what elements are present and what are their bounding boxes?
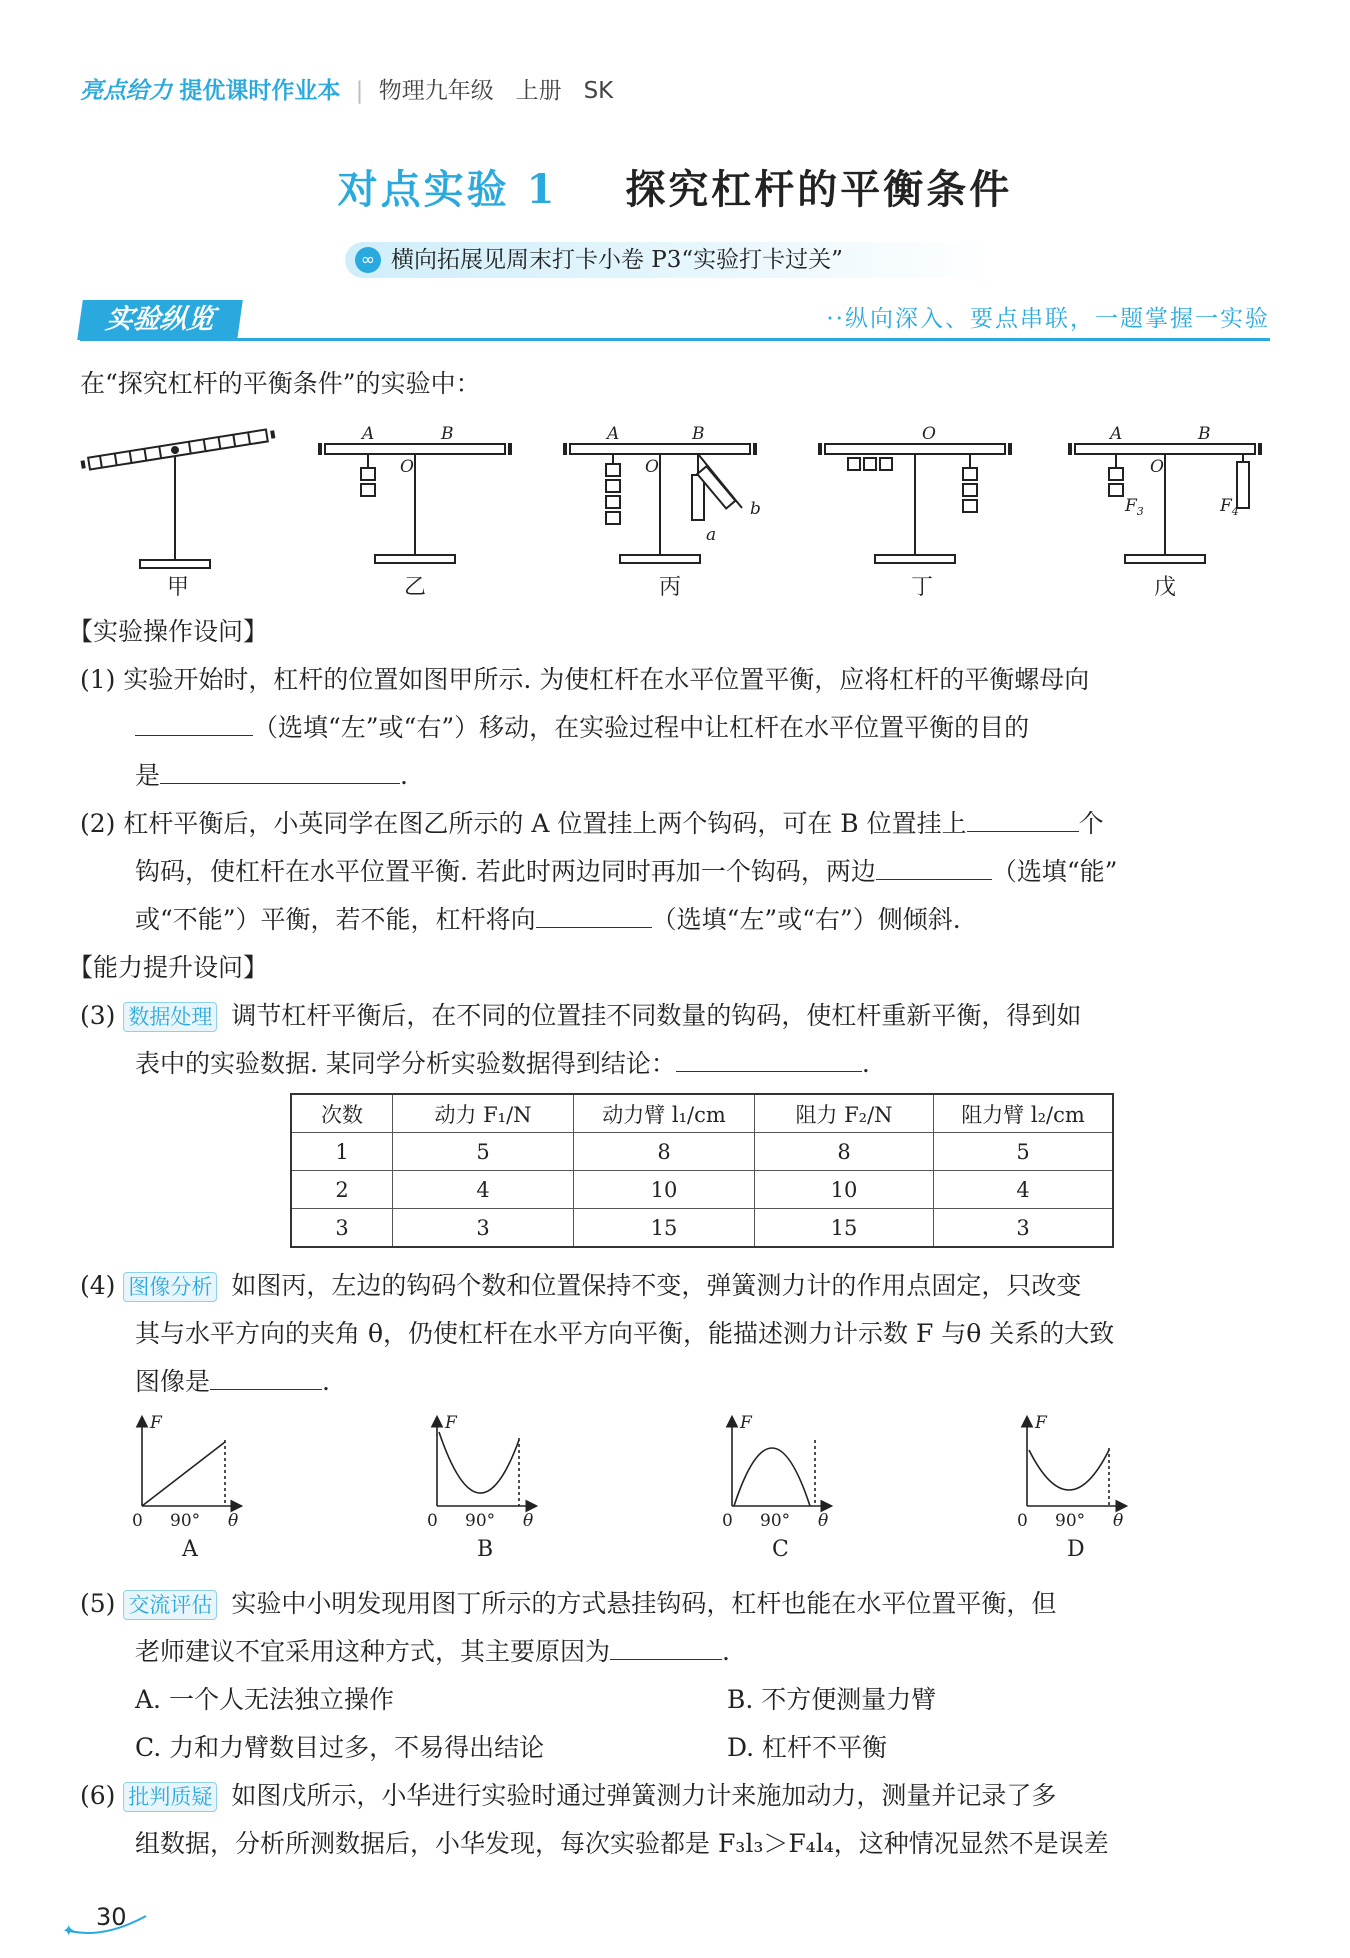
label-b-small: b xyxy=(750,499,761,519)
question-3-line2: 表中的实验数据. 某同学分析实验数据得到结论： . xyxy=(135,1040,870,1088)
choice-a[interactable]: A. 一个人无法独立操作 xyxy=(135,1685,394,1714)
axis-label: F xyxy=(740,1413,752,1433)
axis-label: θ xyxy=(818,1511,829,1531)
blank-2a[interactable] xyxy=(967,801,1079,832)
axis-label: θ xyxy=(228,1511,239,1531)
caption-bing: 丙 xyxy=(658,575,681,600)
table-cell: 15 xyxy=(574,1209,755,1248)
table-cell: 8 xyxy=(574,1133,755,1171)
table-cell: 2 xyxy=(291,1171,393,1209)
question-4-line1: (4) 图像分析 如图丙，左边的钩码个数和位置保持不变，弹簧测力计的作用点固定，只改变 xyxy=(80,1271,1082,1300)
label-o-wu: O xyxy=(1150,457,1164,477)
label-b-wu: B xyxy=(1198,424,1211,444)
label-f3: $F_3$ xyxy=(1125,496,1144,518)
page-title xyxy=(0,158,1350,215)
tag-data-processing: 数据处理 xyxy=(123,1002,217,1032)
axis-label: 90° xyxy=(170,1511,201,1531)
axis-label: 0 xyxy=(427,1511,438,1531)
question-5-line2: 老师建议不宜采用这种方式，其主要原因为 . xyxy=(135,1628,730,1676)
subject: 物理九年级 xyxy=(378,78,494,104)
table-row xyxy=(291,1171,1113,1209)
caption-ding: 丁 xyxy=(910,575,933,600)
page-number: 30 xyxy=(96,1903,127,1931)
label-a-small: a xyxy=(706,525,717,545)
title-main: 探究杠杆的平衡条件 xyxy=(625,166,1013,213)
table-cell: 3 xyxy=(291,1209,393,1248)
label-o-ding: O xyxy=(922,424,936,444)
blank-5[interactable] xyxy=(610,1629,722,1660)
caption-wu: 戊 xyxy=(1153,575,1176,600)
table-cell: 4 xyxy=(393,1171,574,1209)
graph-option-label[interactable]: A xyxy=(182,1537,198,1560)
blank-1a[interactable] xyxy=(135,705,253,736)
choice-b[interactable]: B. 不方便测量力臂 xyxy=(727,1685,937,1714)
series-name: 提优课时作业本 xyxy=(179,78,341,104)
table-row xyxy=(291,1209,1113,1248)
section-badge: 实验纵览 xyxy=(77,300,243,340)
question-2-line2: 钩码，使杠杆在水平位置平衡. 若此时两边同时再加一个钩码，两边 （选填“能” xyxy=(135,848,1117,896)
label-b-bing: B xyxy=(692,424,705,444)
table-header: 次数 xyxy=(291,1094,393,1133)
blank-2c[interactable] xyxy=(536,897,652,928)
axis-label: 0 xyxy=(722,1511,733,1531)
question-1-line2: （选填“左”或“右”）移动，在实验过程中让杠杆在水平位置平衡的目的 xyxy=(135,704,1029,752)
group-heading-operation: 【实验操作设问】 xyxy=(68,617,269,646)
question-2-line1: (2) 杠杆平衡后，小英同学在图乙所示的 A 位置挂上两个钩码，可在 B 位置挂上 个 xyxy=(80,800,1104,848)
axis-label: θ xyxy=(523,1511,534,1531)
table-header: 阻力臂 l₂/cm xyxy=(934,1094,1114,1133)
blank-4[interactable] xyxy=(210,1359,322,1390)
table-cell: 1 xyxy=(291,1133,393,1171)
tag-graph-analysis: 图像分析 xyxy=(123,1272,217,1302)
label-a-yi: A xyxy=(362,424,375,444)
axis-label: 0 xyxy=(132,1511,143,1531)
label-b-yi: B xyxy=(441,424,454,444)
table-header: 动力臂 l₁/cm xyxy=(574,1094,755,1133)
axis-label: F xyxy=(150,1413,162,1433)
question-4-line2: 其与水平方向的夹角 θ，仍使杠杆在水平方向平衡，能描述测力计示数 F 与θ 关系的大致 xyxy=(135,1319,1115,1348)
label-f4: $F_4$ xyxy=(1220,496,1239,518)
graph-option-label[interactable]: B xyxy=(477,1537,494,1560)
table-header: 阻力 F₂/N xyxy=(755,1094,934,1133)
graph-option-label[interactable]: D xyxy=(1067,1537,1085,1560)
table-cell: 8 xyxy=(755,1133,934,1171)
question-3-line1: (3) 数据处理 调节杠杆平衡后，在不同的位置挂不同数量的钩码，使杠杆重新平衡，得到如 xyxy=(80,1001,1082,1030)
question-2-line3: 或“不能”）平衡，若不能，杠杆将向 （选填“左”或“右”）侧倾斜. xyxy=(135,896,961,944)
edition: SK xyxy=(583,78,614,104)
tag-critical-thinking: 批判质疑 xyxy=(123,1782,217,1812)
figure-ding xyxy=(820,443,1010,563)
label-o-yi: O xyxy=(400,457,414,477)
figure-jia xyxy=(82,429,274,568)
question-5-line1: (5) 交流评估 实验中小明发现用图丁所示的方式悬挂钩码，杠杆也能在水平位置平衡，但 xyxy=(80,1589,1057,1618)
blank-3[interactable] xyxy=(676,1041,862,1072)
axis-label: 90° xyxy=(1055,1511,1086,1531)
table-cell: 3 xyxy=(393,1209,574,1248)
table-cell: 5 xyxy=(393,1133,574,1171)
axis-label: F xyxy=(1035,1413,1047,1433)
question-6-line1: (6) 批判质疑 如图戊所示，小华进行实验时通过弹簧测力计来施加动力，测量并记录了多 xyxy=(80,1781,1057,1810)
table-header-row xyxy=(291,1094,1113,1133)
question-1-line3: 是 . xyxy=(135,752,408,800)
table-header: 动力 F₁/N xyxy=(393,1094,574,1133)
table-cell: 10 xyxy=(574,1171,755,1209)
caption-jia: 甲 xyxy=(166,575,189,600)
graph-options xyxy=(120,1410,1180,1560)
title-prefix: 对点实验 1 xyxy=(337,166,558,213)
page-header: 亮点给力 提优课时作业本 | 物理九年级 上册 SK xyxy=(80,78,614,104)
table-cell: 4 xyxy=(934,1171,1114,1209)
svg-text:✦: ✦ xyxy=(62,1921,76,1940)
table-cell: 3 xyxy=(934,1209,1114,1248)
graph-option-label[interactable]: C xyxy=(772,1537,789,1560)
intro-text: 在“探究杠杆的平衡条件”的实验中： xyxy=(80,369,481,398)
cross-reference-text: 横向拓展见周末打卡小卷 P3“实验打卡过关” xyxy=(391,247,843,273)
table-cell: 10 xyxy=(755,1171,934,1209)
choice-d[interactable]: D. 杠杆不平衡 xyxy=(727,1733,888,1762)
axis-label: F xyxy=(445,1413,457,1433)
choice-c[interactable]: C. 力和力臂数目过多，不易得出结论 xyxy=(135,1733,545,1762)
question-1-line1: (1) 实验开始时，杠杆的位置如图甲所示. 为使杠杆在水平位置平衡，应将杠杆的平衡螺母向 xyxy=(80,665,1090,694)
table-cell: 5 xyxy=(934,1133,1114,1171)
label-a-wu: A xyxy=(1110,424,1123,444)
axis-label: 0 xyxy=(1017,1511,1028,1531)
axis-label: 90° xyxy=(760,1511,791,1531)
tag-evaluation: 交流评估 xyxy=(123,1590,217,1620)
caption-yi: 乙 xyxy=(403,575,426,600)
label-o-bing: O xyxy=(645,457,659,477)
axis-label: 90° xyxy=(465,1511,496,1531)
figure-yi xyxy=(320,443,510,563)
brand-logo: 亮点给力 xyxy=(80,78,172,104)
question-4-line3: 图像是 . xyxy=(135,1358,330,1406)
data-table xyxy=(290,1093,1114,1248)
section-divider xyxy=(80,338,1270,341)
blank-2b[interactable] xyxy=(876,849,992,880)
blank-1b[interactable] xyxy=(160,753,400,784)
group-heading-ability: 【能力提升设问】 xyxy=(68,953,269,982)
cross-reference-bar xyxy=(345,242,995,278)
table-row xyxy=(291,1133,1113,1171)
section-slogan: ··纵向深入、要点串联，一题掌握一实验 xyxy=(826,306,1270,332)
figure-bing xyxy=(565,443,755,563)
label-a-bing: A xyxy=(607,424,620,444)
axis-label: θ xyxy=(1113,1511,1124,1531)
question-6-line2: 组数据，分析所测数据后，小华发现，每次实验都是 F₃l₃＞F₄l₄，这种情况显然不是误差 xyxy=(135,1829,1109,1858)
table-cell: 15 xyxy=(755,1209,934,1248)
link-icon: ∞ xyxy=(355,247,381,273)
volume: 上册 xyxy=(515,78,562,104)
